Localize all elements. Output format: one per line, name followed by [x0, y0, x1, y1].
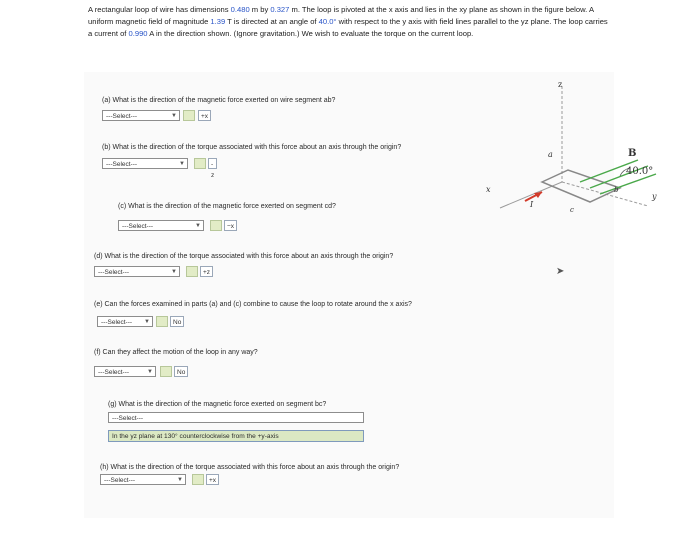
question-d-answer: +z [200, 266, 213, 277]
current-label: I [530, 200, 534, 209]
intro-text: A rectangular loop of wire has dimensions [88, 5, 231, 14]
chevron-down-icon: ▼ [177, 477, 183, 483]
correct-check-icon [186, 266, 198, 277]
question-c-select[interactable] [118, 220, 204, 231]
problem-statement [88, 4, 608, 40]
chevron-down-icon: ▼ [179, 161, 185, 167]
question-a-answer: +x [198, 110, 211, 121]
question-a-prompt: (a) What is the direction of the magnetic force exerted on wire segment ab? [102, 97, 336, 104]
select-label: ---Select--- [106, 161, 138, 168]
question-b-select[interactable] [102, 158, 188, 169]
question-d-select[interactable] [94, 266, 180, 277]
correct-check-icon [160, 366, 172, 377]
question-c-answer: −x [224, 220, 237, 231]
select-label: ---Select--- [112, 415, 144, 422]
a-label: a [548, 150, 553, 159]
select-label: ---Select--- [122, 223, 154, 230]
cursor-icon: ➤ [556, 266, 565, 277]
y-label: y [652, 192, 657, 201]
select-label: ---Select--- [106, 113, 138, 120]
question-b-prompt: (b) What is the direction of the torque associated with this force about an axis through the origin? [102, 144, 402, 151]
correct-check-icon [192, 474, 204, 485]
question-e-answer: No [170, 316, 184, 327]
question-c-prompt: (c) What is the direction of the magnetic force exerted on segment cd? [118, 203, 336, 210]
c-label: c [570, 206, 574, 214]
intro-text: A in the direction shown. (Ignore gravitation.) We wish to evaluate the torque on the current loop. [147, 29, 474, 38]
question-g-prompt: (g) What is the direction of the magnetic force exerted on segment bc? [108, 401, 327, 408]
select-label: ---Select--- [101, 319, 133, 326]
question-f-select[interactable] [94, 366, 156, 377]
x-label: x [486, 185, 491, 194]
dimension-b-value: 0.327 [270, 5, 290, 14]
correct-check-icon [194, 158, 206, 169]
question-d-prompt: (d) What is the direction of the torque associated with this force about an axis through the origin? [94, 253, 394, 260]
question-h-prompt: (h) What is the direction of the torque associated with this force about an axis through the origin? [100, 464, 400, 471]
intro-text: T is directed at an angle of [225, 17, 319, 26]
chevron-down-icon: ▼ [171, 113, 177, 119]
question-h-answer: +x [206, 474, 219, 485]
chevron-down-icon: ▼ [144, 319, 150, 325]
correct-check-icon [156, 316, 168, 327]
select-label: ---Select--- [98, 369, 130, 376]
chevron-down-icon: ▼ [195, 223, 201, 229]
chevron-down-icon: ▼ [171, 269, 177, 275]
z-label: z [558, 80, 563, 89]
question-b-answer: -z [208, 158, 217, 169]
question-g-select[interactable] [108, 412, 364, 423]
correct-check-icon [210, 220, 222, 231]
angle-label: 40.0° [626, 166, 654, 177]
question-g-answer: In the yz plane at 130° counterclockwise from the +y-axis [108, 430, 364, 442]
select-label: ---Select--- [104, 477, 136, 484]
question-e-prompt: (e) Can the forces examined in parts (a) and (c) combine to cause the loop to rotate around the x axis? [94, 301, 412, 308]
question-h-select[interactable] [100, 474, 186, 485]
y-axis [562, 182, 648, 206]
chevron-down-icon: ▼ [147, 369, 153, 375]
question-f-answer: No [174, 366, 188, 377]
b-label: b [614, 186, 619, 194]
intro-text: with respect to the y axis with field lines parallel to the yz plane. The loop carries a current of [88, 17, 608, 38]
angle-value: 40.0° [318, 17, 337, 26]
field-value: 1.39 [210, 17, 226, 26]
correct-check-icon [183, 110, 195, 121]
current-value: 0.990 [128, 29, 148, 38]
question-g-row [108, 412, 364, 424]
field-label: B [628, 148, 637, 159]
intro-text: m. The loop is pivoted at the x axis and lies in the xy plane as shown in the figure below. A uniform magnetic field of magnitude [88, 5, 594, 26]
dimension-a-value: 0.480 [230, 5, 250, 14]
select-label: ---Select--- [98, 269, 130, 276]
intro-text: m by [249, 5, 271, 14]
question-a-select[interactable] [102, 110, 180, 121]
question-f-prompt: (f) Can they affect the motion of the loop in any way? [94, 349, 258, 356]
question-e-select[interactable] [97, 316, 153, 327]
